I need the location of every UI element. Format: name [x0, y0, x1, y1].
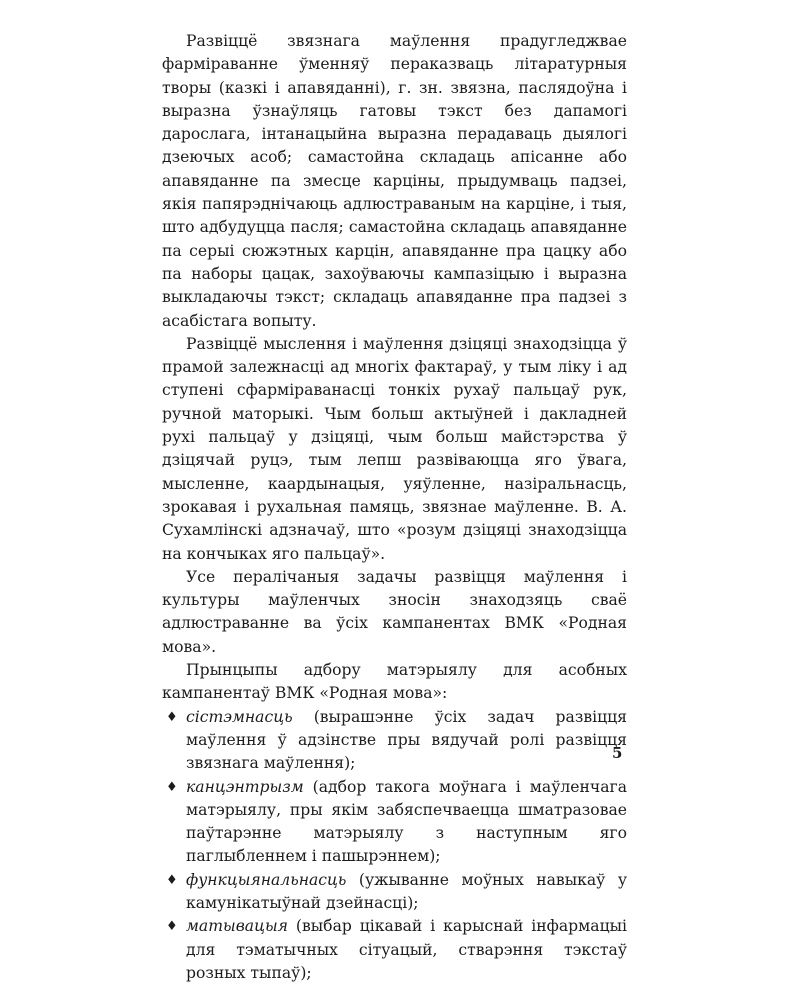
- principle-term: сістэмнасць: [186, 707, 293, 726]
- principles-list: [162, 706, 627, 985]
- paragraph-vmk-components: Усе пералічаныя задачы развіцця маўлення і культуры маўленчых зносін знаходзяць сваё адлюстраванне ва ўсіх кампанентах ВМК «Родная мова».: [162, 567, 627, 656]
- principle-term: матывацыя: [186, 917, 288, 936]
- paragraph-selection-principles: Прынцыпы адбору матэрыялу для асобных кампанентаў ВМК «Родная мова»:: [162, 661, 627, 703]
- principle-description: (выбар цікавай і карыснай інфармацыі для тэматычных сітуацый, стварэння тэкстаў розных тыпаў);: [186, 917, 627, 982]
- list-item: [162, 776, 627, 869]
- diamond-bullet-icon: ♦: [166, 779, 178, 795]
- paragraph-speech-development: Развіццё звязнага маўлення прадугледжвае фарміраванне ўменняў пераказваць літаратурныя творы (казкі і апавяданні), г. зн. звязна, паслядоўна і выразна ўзнаўляць гатовы тэкст без дапамогі дарослага, інтанацыйна выразна перадаваць дыялогі дзеючых асоб; самастойна складаць апісанне або апавяданне па змесце карціны, прыдумваць падзеі, якія папярэднічаюць адлюстраваным на карціне, і тыя, што адбудуцца пасля; самастойна складаць апавяданне па серыі сюжэтных карцін, апавяданне пра цацку або па наборы цацак, захоўваючы кампазіцыю і выразна выкладаючы тэкст; складаць апавяданне пра падзеі з асабістага вопыту.: [162, 32, 627, 330]
- list-item: [162, 706, 627, 776]
- principle-description: (адбор такога моўнага і маўленчага матэрыялу, пры якім забяспечваецца шматразовае паўтарэнне матэрыялу з наступным яго паглыбленнем і пашырэннем);: [186, 777, 627, 866]
- principle-term: канцэнтрызм: [186, 777, 304, 796]
- page-body: [162, 30, 627, 985]
- diamond-bullet-icon: ♦: [166, 919, 178, 935]
- page-number: 5: [612, 744, 623, 762]
- principle-description: (ужыванне моўных навыкаў у камунікатыўнай дзейнасці);: [186, 870, 627, 912]
- diamond-bullet-icon: ♦: [166, 872, 178, 888]
- principle-description: (вырашэнне ўсіх задач развіцця маўлення ў адзінстве пры вядучай ролі развіцця звязнага маўлення);: [186, 707, 627, 773]
- principle-term: функцыянальнасць: [186, 870, 347, 889]
- paragraph-fine-motor-skills: Развіццё мыслення і маўлення дзіцяці знаходзіцца ў прамой залежнасці ад многіх фактараў, у тым ліку і ад ступені сфарміраванасці тонкіх рухаў пальцаў рук, ручной маторыкі. Чым больш актыўней і дакладней рухі пальцаў у дзіцяці, чым больш майстэрства ў дзіцячай руцэ, тым лепш развіваюцца яго ўвага, мысленне, каардынацыя, уяўленне, назіральнасць, зрокавая і рухальная памяць, звязнае маўленне. В. А. Сухамлінскі адзначаў, што «розум дзіцяці знаходзіцца на кончыках яго пальцаў».: [162, 334, 627, 563]
- list-item: [162, 915, 627, 985]
- diamond-bullet-icon: ♦: [166, 709, 178, 725]
- list-item: [162, 869, 627, 916]
